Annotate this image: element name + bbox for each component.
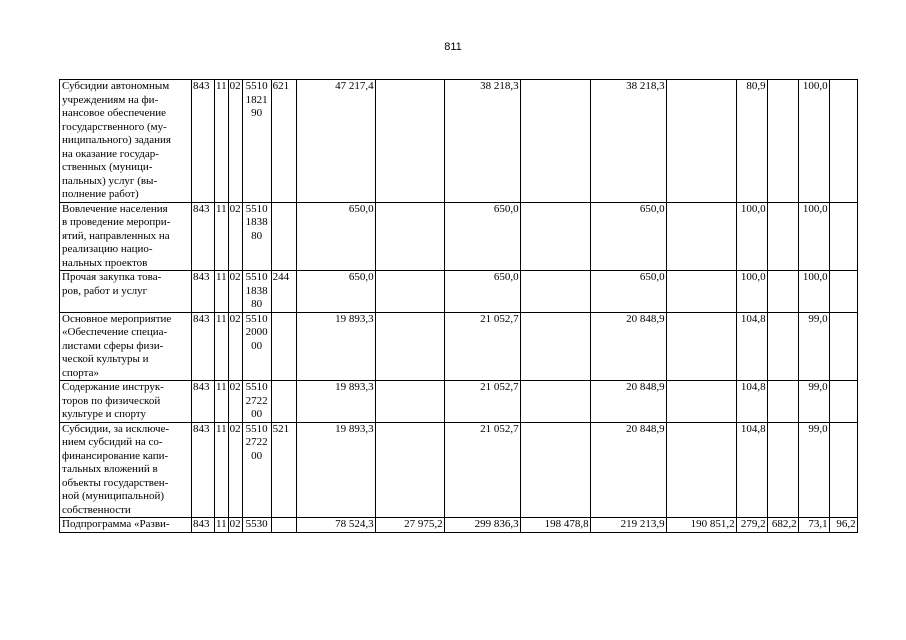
row-name-line: пальных) услуг (вы-: [62, 174, 158, 187]
target-code-part: 5510: [245, 202, 268, 215]
amount-col-2: [375, 202, 444, 271]
expense-type-code: [271, 381, 296, 423]
percent-col-3: 100,0: [798, 80, 829, 203]
row-name-line: листами сферы физи-: [62, 339, 164, 352]
row-name-line: «Обеспечение специа-: [62, 326, 168, 338]
target-article-code: [242, 80, 271, 203]
amount-col-4: [520, 312, 590, 381]
table-row: [60, 518, 858, 533]
target-code-part: 5510: [245, 80, 268, 92]
amount-col-4: [520, 422, 590, 518]
percent-col-1: 100,0: [736, 271, 767, 313]
amount-col-6: [666, 381, 736, 423]
amount-col-1: 78 524,3: [296, 518, 375, 533]
table-row: [60, 202, 858, 271]
administrator-code: 843: [192, 271, 215, 313]
percent-col-2: [767, 271, 798, 313]
percent-col-1: 80,9: [736, 80, 767, 203]
row-name-line: ственных (муници-: [62, 161, 153, 173]
administrator-code: 843: [192, 518, 215, 533]
amount-col-5: 219 213,9: [590, 518, 666, 533]
amount-col-4: [520, 381, 590, 423]
target-code-part: 5510: [245, 271, 268, 283]
administrator-code: 843: [192, 422, 215, 518]
amount-col-5: 20 848,9: [590, 312, 666, 381]
row-name-line: на оказание государ-: [62, 147, 159, 160]
section-code: 11: [215, 202, 229, 271]
target-article-code: [242, 271, 271, 313]
amount-col-5: 650,0: [590, 202, 666, 271]
expense-type-code: [271, 202, 296, 271]
amount-col-5: 650,0: [590, 271, 666, 313]
amount-col-3: 38 218,3: [444, 80, 520, 203]
row-name-line: ров, работ и услуг: [62, 284, 148, 297]
target-code-part: 2722: [245, 436, 268, 448]
expense-type-code: [271, 518, 296, 533]
target-article-code: [242, 202, 271, 271]
amount-col-5: 20 848,9: [590, 381, 666, 423]
section-code: 11: [216, 518, 227, 530]
expense-type-code: 521: [271, 422, 296, 518]
amount-col-3: 21 052,7: [444, 312, 520, 381]
administrator-code: 843: [192, 381, 215, 423]
percent-col-4: [829, 381, 857, 423]
section-code: 11: [215, 80, 229, 203]
table-row: [60, 80, 858, 203]
amount-col-6: [666, 202, 736, 271]
row-name-line: финансирование капи-: [62, 449, 169, 462]
percent-col-2: [767, 202, 798, 271]
target-code-part: 00: [251, 408, 263, 420]
section-code: 11: [215, 312, 229, 381]
amount-col-4: [520, 202, 590, 271]
percent-col-1: 104,8: [736, 312, 767, 381]
percent-col-4: [829, 271, 857, 313]
amount-col-1: 650,0: [296, 271, 375, 313]
row-name-line: Прочая закупка това-: [62, 271, 162, 283]
row-name-line: учреждениям на фи-: [62, 93, 159, 106]
subsection-code: 02: [228, 312, 242, 381]
target-code-part: 5530: [245, 518, 268, 530]
amount-col-2: [375, 80, 444, 203]
row-name-line: ческой культуры и: [62, 353, 149, 365]
percent-col-1: 104,8: [736, 381, 767, 423]
target-code-part: 1838: [245, 216, 268, 228]
amount-col-3: 299 836,3: [444, 518, 520, 533]
subsection-code: 02: [228, 271, 242, 313]
target-code-part: 2722: [245, 394, 268, 407]
table-row: [60, 422, 858, 518]
target-code-part: 80: [251, 298, 263, 310]
row-name-line: нансовое обеспечение: [62, 107, 166, 119]
section-code: 11: [215, 381, 229, 423]
amount-col-4: [520, 271, 590, 313]
target-article-code: [242, 381, 271, 423]
percent-col-1: 100,0: [736, 202, 767, 271]
percent-col-3: 99,0: [798, 312, 829, 381]
row-name: [60, 80, 192, 203]
row-name-line: торов по физической: [62, 394, 161, 407]
row-name-line: объекты государствен-: [62, 476, 169, 489]
percent-col-3: 99,0: [798, 422, 829, 518]
percent-col-3: 100,0: [798, 271, 829, 313]
amount-col-5: 38 218,3: [590, 80, 666, 203]
target-article-code: [242, 422, 271, 518]
row-name-line: в проведение меропри-: [62, 216, 171, 228]
expense-type-code: [271, 312, 296, 381]
subsection-code: 02: [229, 518, 241, 530]
target-code-part: 1838: [245, 284, 268, 297]
target-code-part: 5510: [245, 422, 268, 435]
amount-col-1: 19 893,3: [296, 381, 375, 423]
expense-type-code: 621: [271, 80, 296, 203]
row-name-line: Субсидии, за исключе-: [62, 422, 170, 435]
page-number: 811: [444, 41, 462, 53]
target-code-part: 00: [251, 339, 263, 352]
amount-col-3: 650,0: [444, 202, 520, 271]
row-name-line: культуре и спорту: [62, 408, 147, 420]
row-name-line: полнение работ): [62, 188, 139, 200]
row-name-line: Субсидии автономным: [62, 80, 170, 92]
subsection-code: 02: [228, 422, 242, 518]
target-code-part: 5510: [245, 312, 268, 325]
row-name-line: Подпрограмма «Разви-: [62, 518, 170, 530]
row-name-line: Содержание инструк-: [62, 381, 164, 393]
amount-col-5: 20 848,9: [590, 422, 666, 518]
amount-col-2: [375, 422, 444, 518]
row-name-line: Вовлечение населения: [62, 202, 168, 215]
percent-col-1: 279,2: [736, 518, 767, 533]
percent-col-3: 99,0: [798, 381, 829, 423]
amount-col-4: 198 478,8: [520, 518, 590, 533]
row-name: [60, 271, 192, 313]
percent-col-1: 104,8: [736, 422, 767, 518]
row-name: [60, 381, 192, 423]
target-code-part: 5510: [245, 381, 268, 393]
subsection-code: 02: [228, 381, 242, 423]
percent-col-4: [829, 80, 857, 203]
amount-col-2: [375, 312, 444, 381]
percent-col-2: [767, 80, 798, 203]
subsection-code: 02: [228, 202, 242, 271]
subsection-code: 02: [228, 80, 242, 203]
target-article-code: [242, 518, 271, 533]
amount-col-2: [375, 271, 444, 313]
administrator-code: 843: [192, 312, 215, 381]
percent-col-4: [829, 422, 857, 518]
row-name-line: нием субсидий на со-: [62, 436, 163, 448]
target-code-part: 2000: [245, 326, 268, 338]
administrator-code: 843: [192, 202, 215, 271]
row-name-line: ной (муниципальной): [62, 490, 165, 502]
row-name-line: собственности: [62, 503, 131, 516]
row-name-line: спорта»: [62, 366, 99, 379]
percent-col-2: [767, 422, 798, 518]
percent-col-4: [829, 202, 857, 271]
amount-col-1: 47 217,4: [296, 80, 375, 203]
section-code: 11: [215, 422, 229, 518]
percent-col-2: [767, 381, 798, 423]
target-code-part: 1821: [245, 93, 268, 106]
amount-col-1: 650,0: [296, 202, 375, 271]
amount-col-4: [520, 80, 590, 203]
budget-table: [59, 79, 858, 533]
percent-col-2: [767, 312, 798, 381]
amount-col-3: 21 052,7: [444, 422, 520, 518]
target-code-part: 00: [251, 449, 263, 462]
amount-col-1: 19 893,3: [296, 422, 375, 518]
percent-col-4: 96,2: [829, 518, 857, 533]
percent-col-3: 73,1: [798, 518, 829, 533]
table-row: [60, 271, 858, 313]
row-name-line: ниципального) задания: [62, 134, 171, 146]
amount-col-3: 21 052,7: [444, 381, 520, 423]
amount-col-1: 19 893,3: [296, 312, 375, 381]
expense-type-code: 244: [271, 271, 296, 313]
row-name-line: государственного (му-: [62, 120, 167, 133]
row-name-line: нальных проектов: [62, 256, 148, 269]
target-article-code: [242, 312, 271, 381]
table-row: [60, 312, 858, 381]
row-name-line: ятий, направленных на: [62, 229, 170, 242]
target-code-part: 90: [251, 107, 263, 119]
row-name-line: тальных вложений в: [62, 463, 158, 475]
amount-col-6: [666, 271, 736, 313]
percent-col-4: [829, 312, 857, 381]
amount-col-6: 190 851,2: [666, 518, 736, 533]
target-code-part: 80: [251, 229, 263, 242]
amount-col-3: 650,0: [444, 271, 520, 313]
amount-col-2: [375, 381, 444, 423]
row-name: [60, 422, 192, 518]
amount-col-2: 27 975,2: [375, 518, 444, 533]
row-name-line: реализацию нацио-: [62, 243, 153, 255]
amount-col-6: [666, 422, 736, 518]
row-name: [60, 312, 192, 381]
amount-col-6: [666, 80, 736, 203]
administrator-code: 843: [192, 80, 215, 203]
section-code: 11: [215, 271, 229, 313]
amount-col-6: [666, 312, 736, 381]
table-row: [60, 381, 858, 423]
percent-col-2: 682,2: [767, 518, 798, 533]
row-name: [60, 518, 192, 533]
row-name-line: Основное мероприятие: [62, 312, 172, 325]
percent-col-3: 100,0: [798, 202, 829, 271]
row-name: [60, 202, 192, 271]
